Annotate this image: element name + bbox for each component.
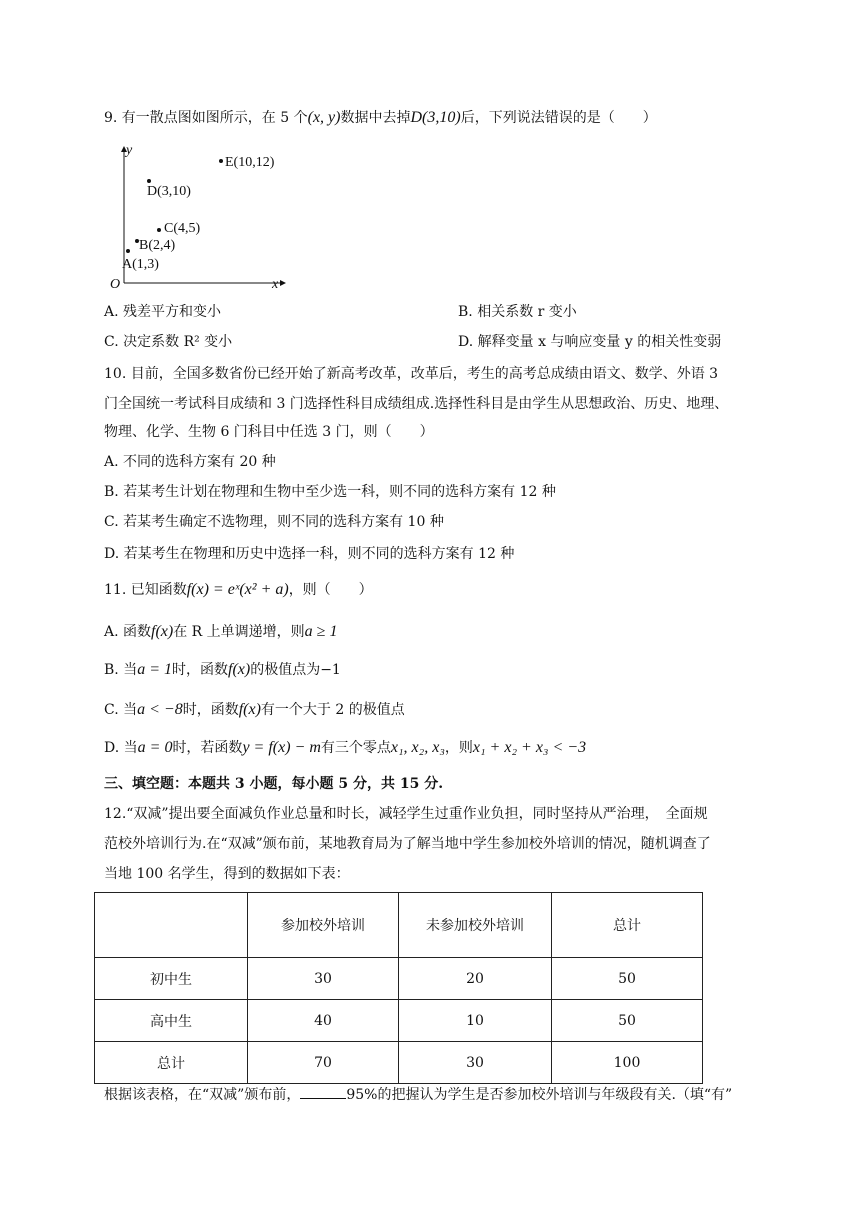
q12-line3: 当地 100 名学生，得到的数据如下表： (104, 866, 350, 882)
point-label-b: B(2,4) (139, 238, 176, 253)
table-header-cell: 未参加校外培训 (399, 893, 552, 958)
y-axis-label: y (126, 143, 133, 158)
q11-d-pre: D. 当 (104, 740, 138, 756)
q9-pair: (x, y) (307, 109, 341, 126)
table-cell: 50 (552, 1000, 703, 1042)
x-axis-label: x (272, 277, 279, 292)
table-row (95, 958, 703, 1000)
q11-a-func: f(x) (151, 623, 174, 640)
q11-option-d (104, 738, 586, 758)
q11-c-pre: C. 当 (104, 702, 138, 718)
q11-stem (104, 580, 373, 600)
answer-blank[interactable] (300, 1084, 346, 1099)
q9-point: D(3,10) (410, 109, 461, 126)
scatter-point-c (157, 228, 161, 232)
q9-stem-mid: 数据中去掉 (340, 110, 411, 126)
q12-after-post: 95%的把握认为学生是否参加校外培训与年级段有关.（填“有” (346, 1087, 733, 1103)
q10-line3: 物理、化学、生物 6 门科目中任选 3 门，则（ ） (104, 424, 434, 440)
q9-option-b: B. 相关系数 r 变小 (458, 304, 577, 320)
q11-c-mid: 时，函数 (182, 702, 239, 718)
scatter-plot (104, 140, 304, 292)
section3-heading: 三、填空题：本题共 3 小题，每小题 5 分，共 15 分. (104, 776, 444, 792)
table-cell: 30 (399, 1042, 552, 1084)
table-header-cell (95, 893, 248, 958)
q11-stem-pre: 11. 已知函数 (104, 582, 187, 598)
q11-d-mid3: ，则 (444, 740, 473, 756)
q11-stem-post: ，则（ ） (288, 582, 373, 598)
table-row (95, 1000, 703, 1042)
q11-c-cond: a < −8 (137, 701, 183, 718)
table-cell: 70 (248, 1042, 399, 1084)
table-cell: 10 (399, 1000, 552, 1042)
q10-option-d: D. 若某考生在物理和历史中选择一科，则不同的选科方案有 12 种 (104, 546, 515, 562)
x-axis-arrow (280, 280, 286, 286)
point-label-e: E(10,12) (225, 155, 275, 170)
q11-option-b (104, 660, 341, 680)
table-cell: 初中生 (95, 958, 248, 1000)
table-header-cell: 参加校外培训 (248, 893, 399, 958)
q11-a-mid: 在 R 上单调递增，则 (173, 624, 305, 640)
table-cell: 总计 (95, 1042, 248, 1084)
q11-b-mid: 时，函数 (172, 662, 228, 678)
table-cell: 30 (248, 958, 399, 1000)
q9-option-a: A. 残差平方和变小 (104, 304, 222, 320)
q11-d-func: y = f(x) − m (242, 739, 321, 756)
table-row (95, 1042, 703, 1084)
table-cell: 40 (248, 1000, 399, 1042)
q9-option-d: D. 解释变量 x 与响应变量 y 的相关性变弱 (458, 334, 722, 350)
table-cell: 高中生 (95, 1000, 248, 1042)
q10-option-a: A. 不同的选科方案有 20 种 (104, 454, 276, 470)
q11-d-zeros: x₁, x₂, x₃ (390, 739, 445, 756)
origin-label: O (110, 277, 121, 292)
q11-a-pre: A. 函数 (104, 624, 152, 640)
q10-option-b: B. 若某考生计划在物理和生物中至少选一科，则不同的选科方案有 12 种 (104, 484, 556, 500)
q10-line2: 门全国统一考试科目成绩和 3 门选择性科目成绩组成.选择性科目是由学生从思想政治、历史、地理、 (104, 396, 729, 412)
q11-d-conclusion: x₁ + x₂ + x₃ < −3 (472, 739, 587, 756)
q12-fill-blank-line (104, 1084, 732, 1105)
q11-function: f(x) = eˣ(x² + a) (186, 581, 289, 598)
q11-c-func: f(x) (238, 701, 261, 718)
q11-a-cond: a ≥ 1 (304, 623, 338, 640)
q11-option-c (104, 700, 405, 720)
q11-d-mid2: 有三个零点 (320, 740, 391, 756)
scatter-point-a (126, 249, 130, 253)
q11-c-post: 有一个大于 2 的极值点 (260, 702, 405, 718)
q9-option-c: C. 决定系数 R² 变小 (104, 334, 233, 350)
table-header-cell: 总计 (552, 893, 703, 958)
q12-table (94, 892, 703, 1084)
table-header-row (95, 893, 703, 958)
q11-option-a (104, 622, 337, 642)
q11-d-cond: a = 0 (137, 739, 173, 756)
q11-d-mid: 时，若函数 (172, 740, 243, 756)
q10-option-c: C. 若某考生确定不选物理，则不同的选科方案有 10 种 (104, 514, 444, 530)
q9-stem-post: 后，下列说法错误的是（ ） (460, 110, 657, 126)
q10-line1: 10. 目前，全国多数省份已经开始了新高考改革，改革后，考生的高考总成绩由语文、数学、外语 3 (104, 366, 719, 382)
q9-stem (104, 108, 657, 128)
scatter-point-e (219, 159, 223, 163)
q11-b-post: 的极值点为−1 (250, 662, 341, 678)
scatter-point-d (147, 179, 151, 183)
q12-line1: 12.“双减”提出要全面减负作业总量和时长，减轻学生过重作业负担，同时坚持从严治理， 全面规 (104, 806, 708, 822)
q9-stem-pre: 9. 有一散点图如图所示，在 5 个 (104, 110, 308, 126)
point-label-a: A(1,3) (122, 257, 159, 272)
scatter-points (122, 155, 275, 272)
q12-line2: 范校外培训行为.在“双减”颁布前，某地教育局为了解当地中学生参加校外培训的情况，随机调查了 (104, 836, 711, 852)
point-label-d: D(3,10) (147, 184, 191, 199)
q12-after-pre: 根据该表格，在“双减”颁布前， (104, 1087, 301, 1103)
q11-b-func: f(x) (228, 661, 251, 678)
point-label-c: C(4,5) (164, 221, 201, 236)
table-cell: 100 (552, 1042, 703, 1084)
table-cell: 50 (552, 958, 703, 1000)
q11-b-cond: a = 1 (137, 661, 172, 678)
table-cell: 20 (399, 958, 552, 1000)
q11-b-pre: B. 当 (104, 662, 138, 678)
